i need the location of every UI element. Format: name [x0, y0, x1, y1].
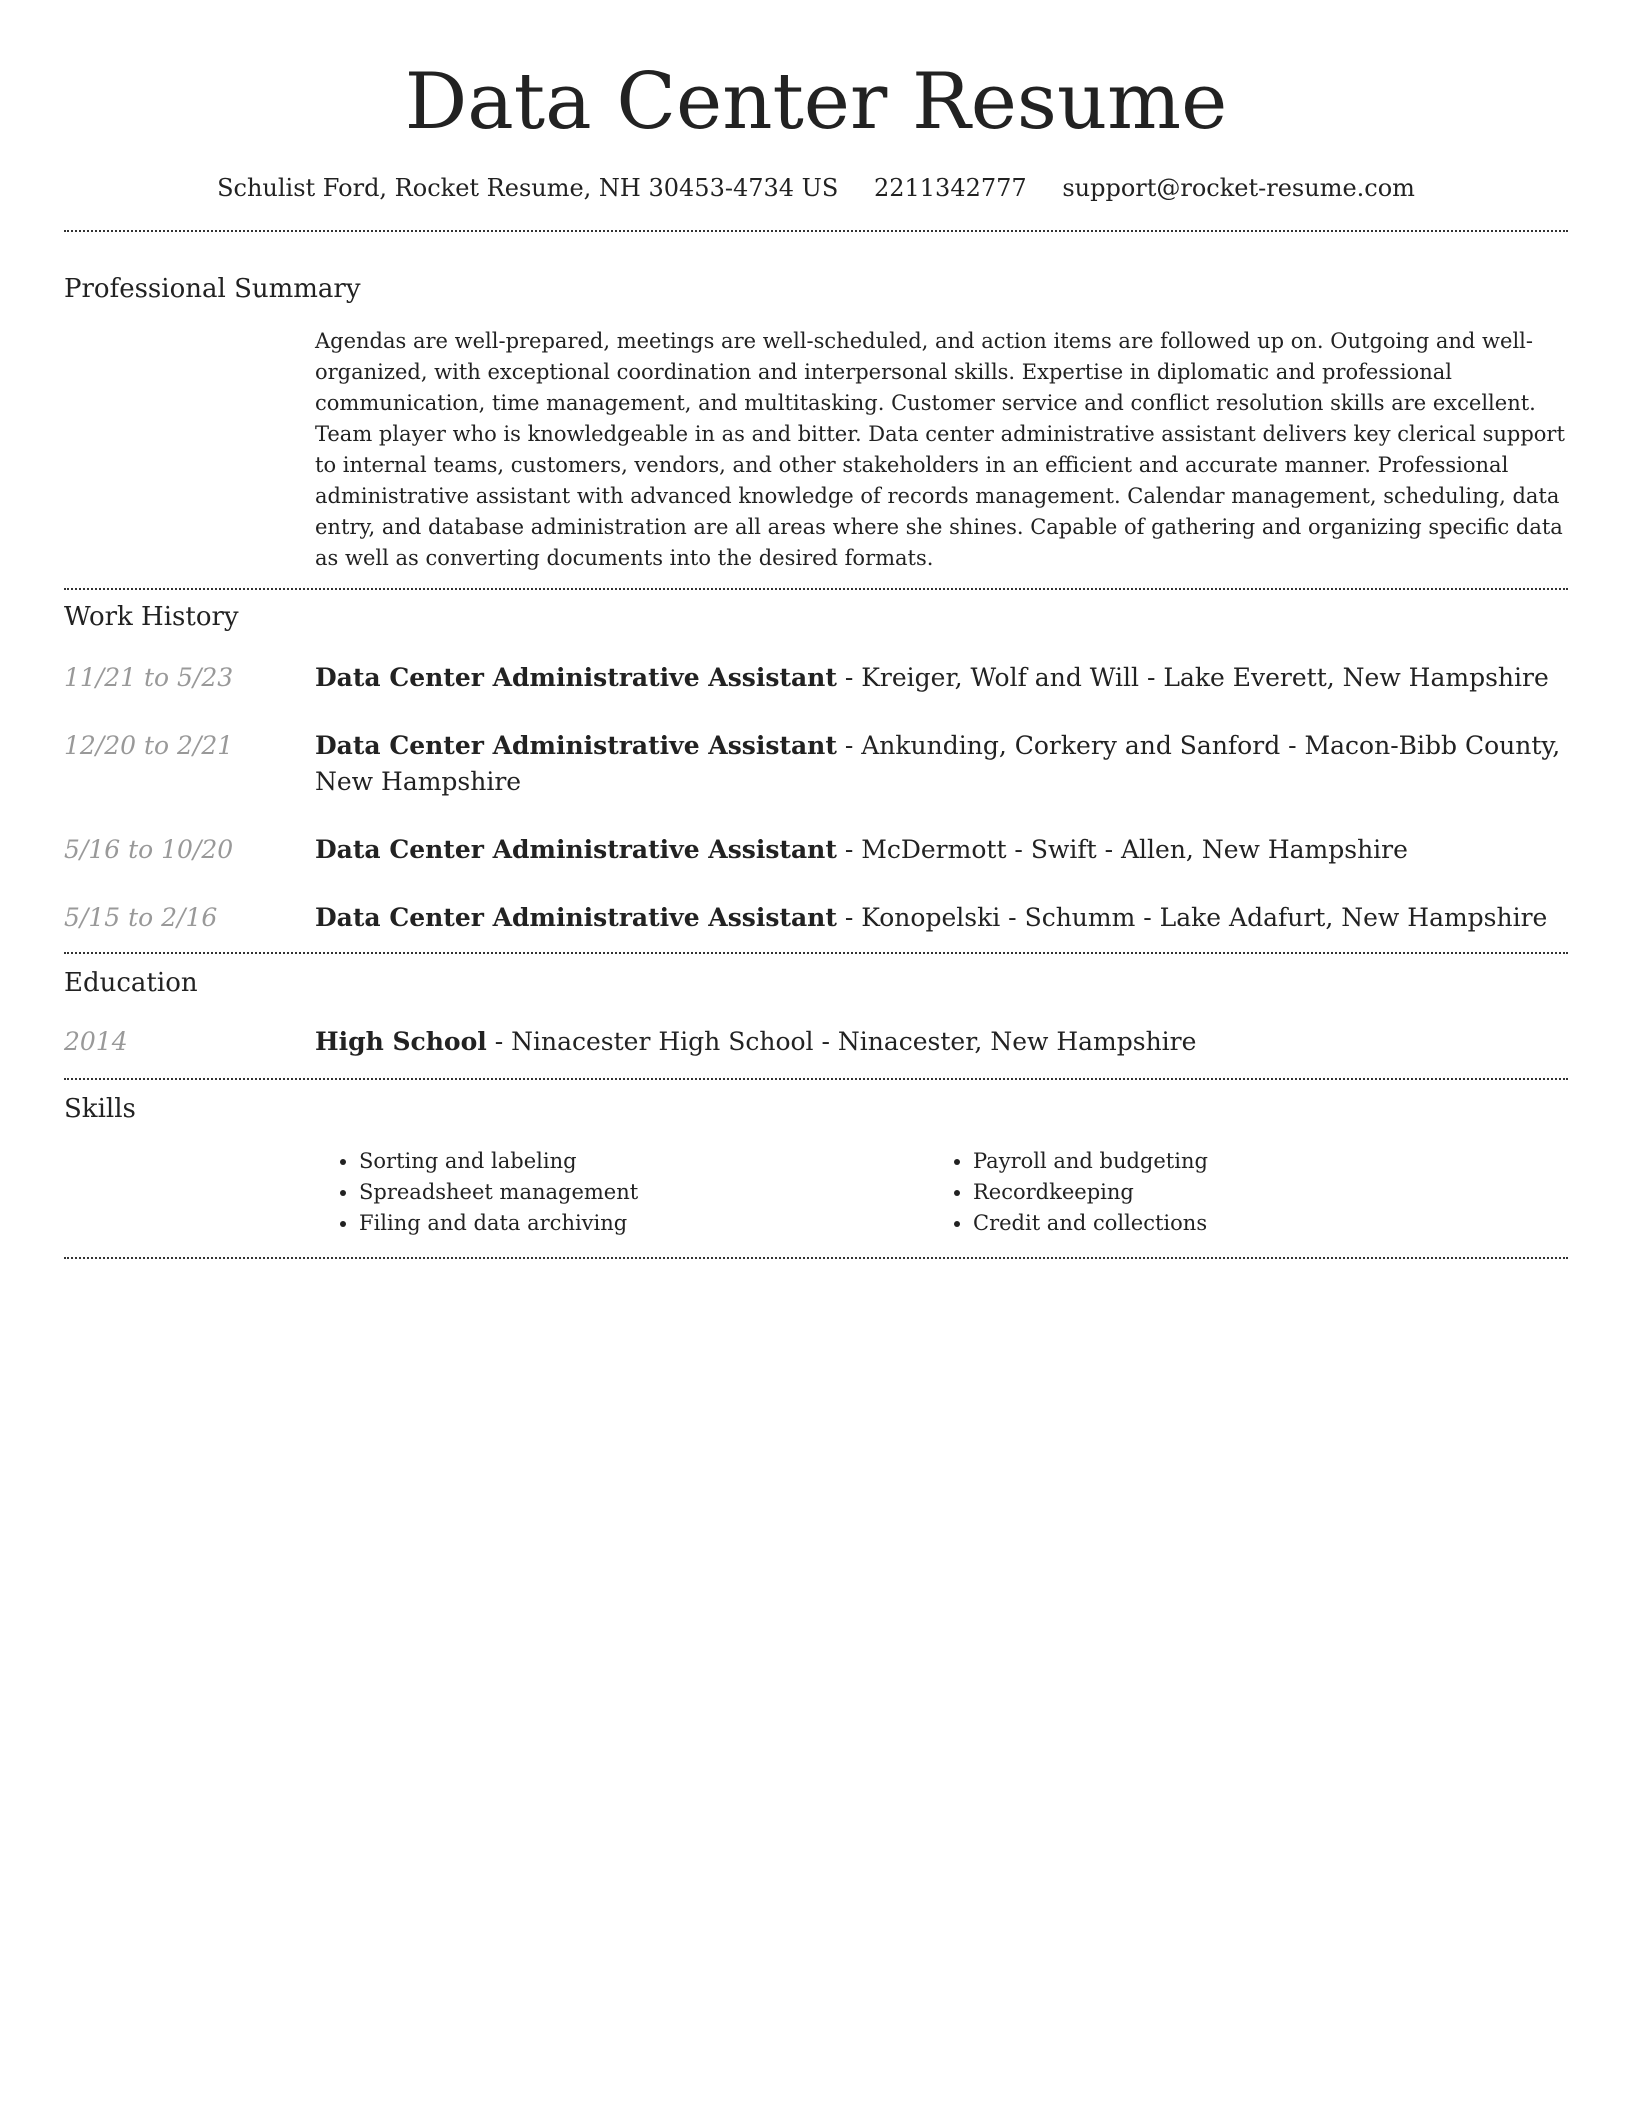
resume-page	[64, 0, 1568, 1259]
skill-item: • Spreadsheet management	[359, 1177, 929, 1208]
job-dates: 12/20 to 2/21	[64, 731, 234, 760]
contact-line	[64, 172, 1568, 204]
education-description	[315, 1024, 1568, 1060]
education-heading: Education	[64, 968, 198, 998]
job-role: Data Center Administrative Assistant	[315, 731, 837, 760]
job-entry	[64, 728, 1568, 800]
skills-heading: Skills	[64, 1094, 136, 1124]
job-detail: - Konopelski - Schumm - Lake Adafurt, New Hampshire	[836, 903, 1548, 932]
job-dates: 11/21 to 5/23	[64, 663, 234, 692]
skill-item: • Sorting and labeling	[359, 1146, 929, 1177]
job-description	[315, 728, 1568, 800]
divider	[64, 1078, 1568, 1080]
job-role: Data Center Administrative Assistant	[315, 903, 837, 932]
job-description	[315, 900, 1568, 936]
job-entry	[64, 832, 1568, 868]
contact-address: Schulist Ford, Rocket Resume, NH 30453-4734 US	[217, 174, 839, 202]
job-entry	[64, 900, 1568, 936]
job-entry	[64, 660, 1568, 696]
job-dates: 5/16 to 10/20	[64, 835, 234, 864]
contact-phone: 2211342777	[873, 174, 1027, 202]
divider	[64, 230, 1568, 232]
summary-text: Agendas are well-prepared, meetings are well-scheduled, and action items are followed up on. Outgoing and well-organized, with exceptional coordination and interpersonal skills. Expertise in diplomatic and professional communication, time management, and multitasking. Customer service and conflict resolution skills are excellent. Team player who is knowledgeable in as and bitter. Data center administrative assistant delivers key clerical support to internal teams, customers, vendors, and other stakeholders in an efficient and accurate manner. Professional administrative assistant with advanced knowledge of records management. Calendar management, scheduling, data entry, and database administration are all areas where she shines. Capable of gathering and organizing specific data as well as converting documents into the desired formats.	[315, 329, 1565, 570]
education-detail: - Ninacester High School - Ninacester, New Hampshire	[486, 1027, 1197, 1056]
education-degree: High School	[315, 1027, 487, 1056]
work-history-heading: Work History	[64, 602, 239, 632]
skill-item: • Payroll and budgeting	[973, 1146, 1543, 1177]
education-entry	[64, 1024, 1568, 1060]
job-detail: - Ankunding, Corkery and Sanford - Macon-Bibb County, New Hampshire	[315, 731, 1561, 796]
skill-item: • Recordkeeping	[973, 1177, 1543, 1208]
summary-heading: Professional Summary	[64, 274, 361, 304]
skill-item: • Credit and collections	[973, 1208, 1543, 1239]
divider	[64, 1257, 1568, 1259]
job-dates: 5/15 to 2/16	[64, 903, 218, 932]
job-role: Data Center Administrative Assistant	[315, 663, 837, 692]
skills-column-left	[315, 1146, 929, 1239]
job-detail: - Kreiger, Wolf and Will - Lake Everett, New Hampshire	[836, 663, 1549, 692]
skills-list	[315, 1146, 1568, 1239]
job-description	[315, 660, 1568, 696]
skill-item: • Filing and data archiving	[359, 1208, 929, 1239]
job-description	[315, 832, 1568, 868]
resume-title: Data Center Resume	[404, 57, 1228, 147]
contact-email: support@rocket-resume.com	[1062, 174, 1415, 202]
job-role: Data Center Administrative Assistant	[315, 835, 837, 864]
divider	[64, 952, 1568, 954]
divider	[64, 588, 1568, 590]
skills-column-right	[929, 1146, 1543, 1239]
education-year: 2014	[64, 1027, 128, 1056]
job-detail: - McDermott - Swift - Allen, New Hampshire	[836, 835, 1408, 864]
